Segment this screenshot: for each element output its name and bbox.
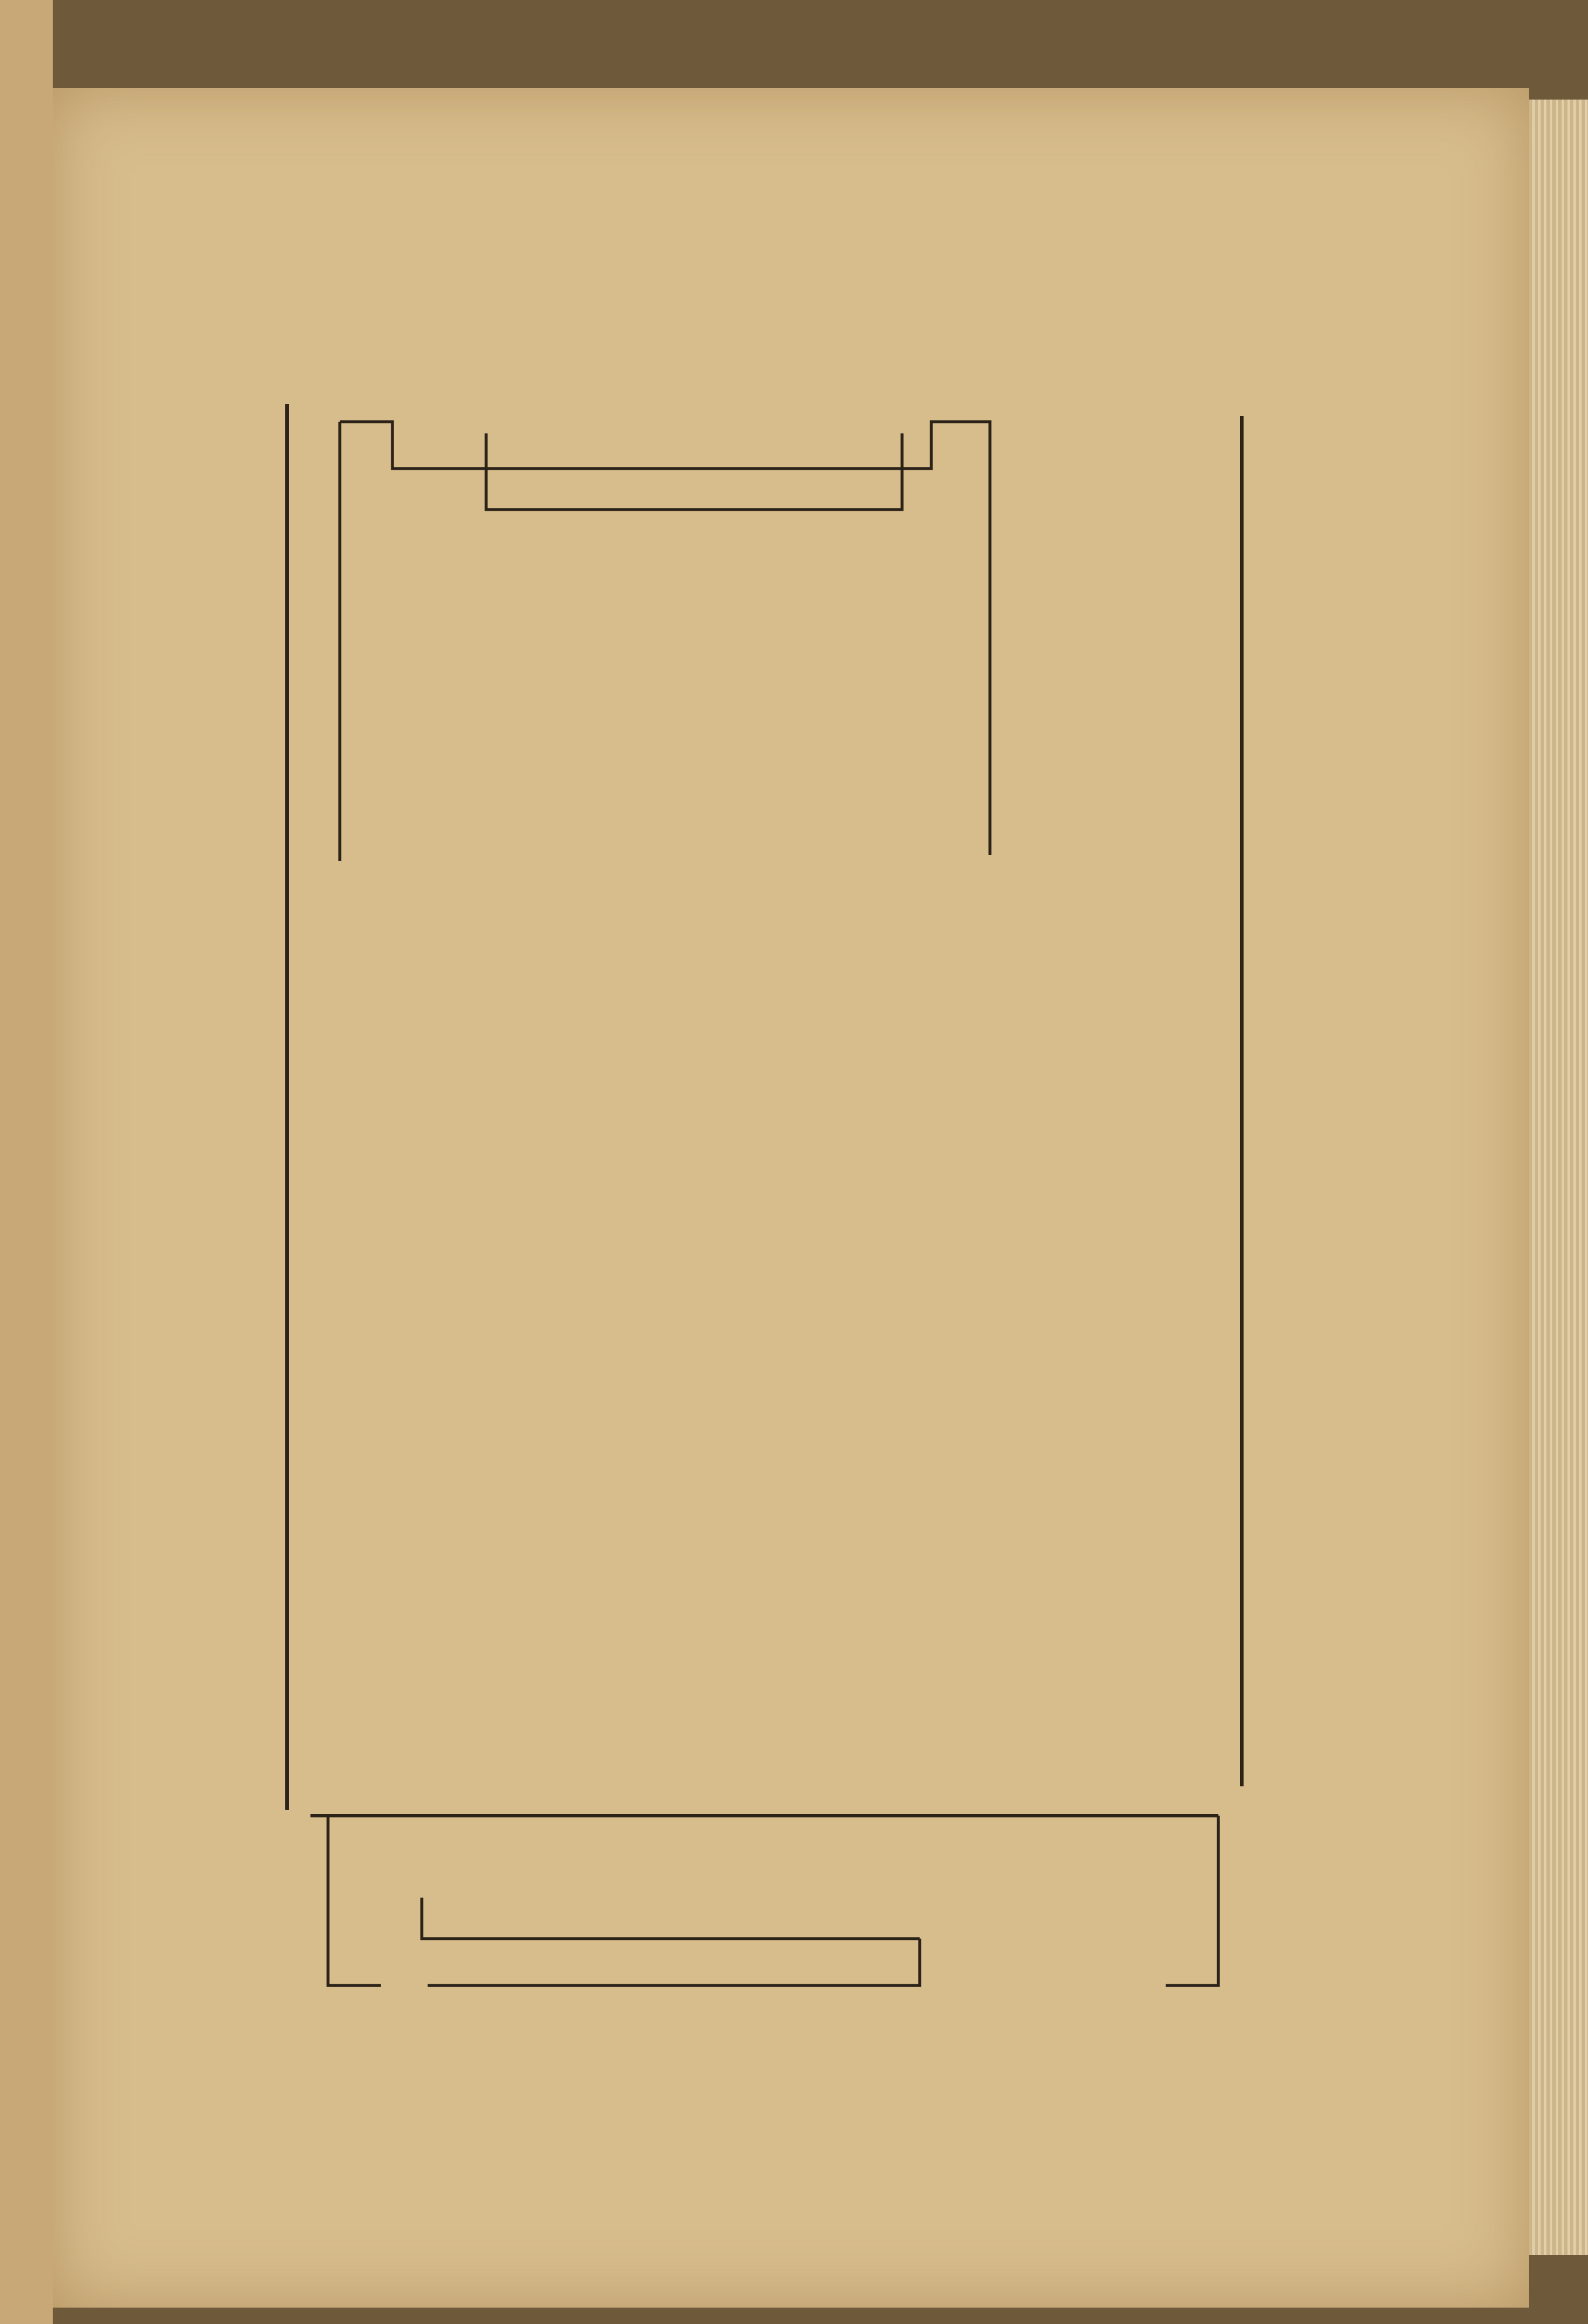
organ-outline	[486, 433, 902, 510]
book-spine	[0, 0, 53, 2324]
seating-plan	[53, 88, 1529, 2308]
page	[53, 88, 1529, 2308]
orchestra-outline	[340, 422, 990, 855]
